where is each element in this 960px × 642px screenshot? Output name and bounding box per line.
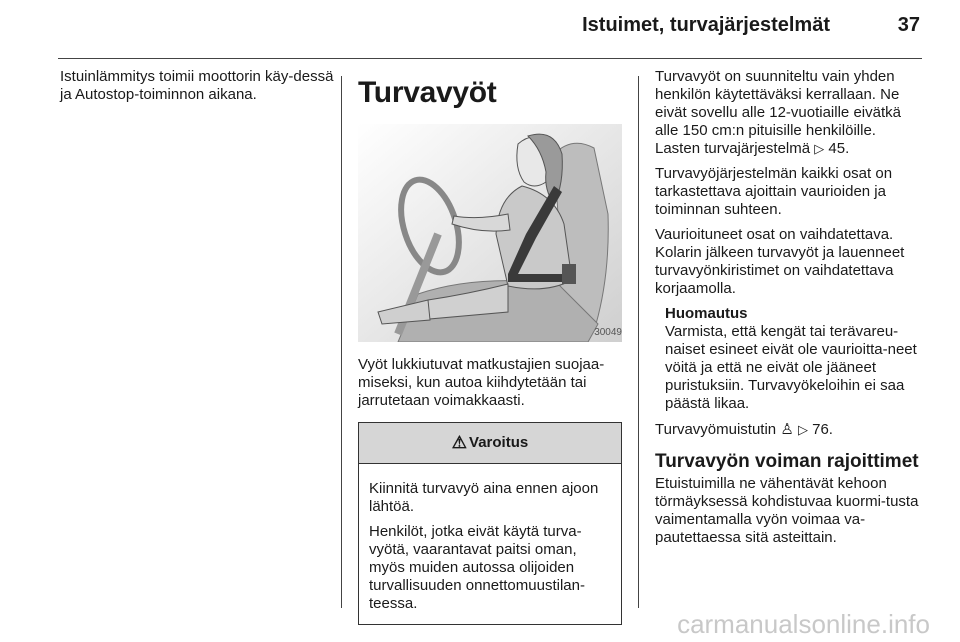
warning-title: Varoitus (469, 434, 529, 451)
design-text (655, 68, 925, 158)
design-text-body: Turvavyöt on suunniteltu vain yhden henkilön käytettäväksi kerrallaan. Ne eivät sovellu alle 12-vuotiaille eivätkä alle 150 cm:n pituisille henkilöille. Lasten turvajärjestelmä (655, 68, 901, 157)
column-divider-1 (341, 76, 342, 608)
column-divider-2 (638, 76, 639, 608)
page-ref-76: 76. (812, 421, 833, 438)
header-title: Istuimet, turvajärjestelmät (582, 14, 830, 36)
header-rule (58, 58, 922, 59)
warning-text-1: Kiinnitä turvavyö aina ennen ajoon lähtöä. (369, 480, 599, 515)
force-limiter-text: Etuistuimilla ne vähentävät kehoon törmäyksessä kohdistuvaa kuormi-tusta vaimentamalla vyön voimaa va-pautettaessa sitä asteittain. (655, 475, 919, 546)
warning-icon: ⚠ (451, 433, 468, 452)
replacement-text: Vaurioituneet osat on vaihdatettava. Kolarin jälkeen turvavyöt ja lauenneet turvavyönkiristimet on vaihdatettava korjaamolla. (655, 226, 905, 297)
warning-body (359, 464, 621, 624)
seatbelt-reminder-icon: ♙ (780, 421, 794, 438)
column-2 (358, 68, 622, 625)
page-number: 37 (897, 14, 920, 36)
belt-lock-text: Vyöt lukkiutuvat matkustajien suojaa-miseksi, kun autoa kiihdytetään tai jarrutetaan voimakkaasti. (358, 356, 605, 409)
column-1 (60, 68, 335, 111)
reminder-text (655, 421, 925, 439)
warning-box (358, 422, 622, 625)
page-ref-icon: ▷ (797, 422, 808, 437)
page-ref-45: 45. (828, 140, 850, 157)
note-text: Varmista, että kengät tai terävareu-naiset esineet eivät ole vaurioitta-neet vöitä ja että ne eivät ole jääneet puristuksiin. Turvavyökeloihin ei saa päästä likaa. (665, 323, 917, 412)
page-ref-icon: ▷ (814, 141, 825, 156)
figure-code: 30049 (594, 327, 622, 338)
subsection-heading: Turvavyön voiman rajoittimet (655, 451, 919, 472)
seat-heating-text: Istuinlämmitys toimii moottorin käy-dessä ja Autostop-toiminnon aikana. (60, 68, 334, 103)
reminder-label: Turvavyömuistutin (655, 421, 777, 438)
section-heading: Turvavyöt (358, 76, 497, 109)
column-3 (655, 68, 925, 554)
driver-seatbelt-drawing (358, 124, 622, 342)
warning-header (359, 423, 621, 464)
watermark: carmanualsonline.info (677, 609, 930, 639)
warning-text-2: Henkilöt, jotka eivät käytä turva-vyötä, vaarantavat paitsi oman, myös muiden autossa olijoiden turvallisuuden onnettomuustilan-teessa. (369, 523, 585, 612)
note-block (665, 305, 925, 413)
inspection-text: Turvavyöjärjestelmän kaikki osat on tarkastettava ajoittain vaurioiden ja toiminnan suhteen. (655, 165, 893, 218)
note-title: Huomautus (665, 305, 748, 322)
seatbelt-illustration (358, 124, 622, 342)
